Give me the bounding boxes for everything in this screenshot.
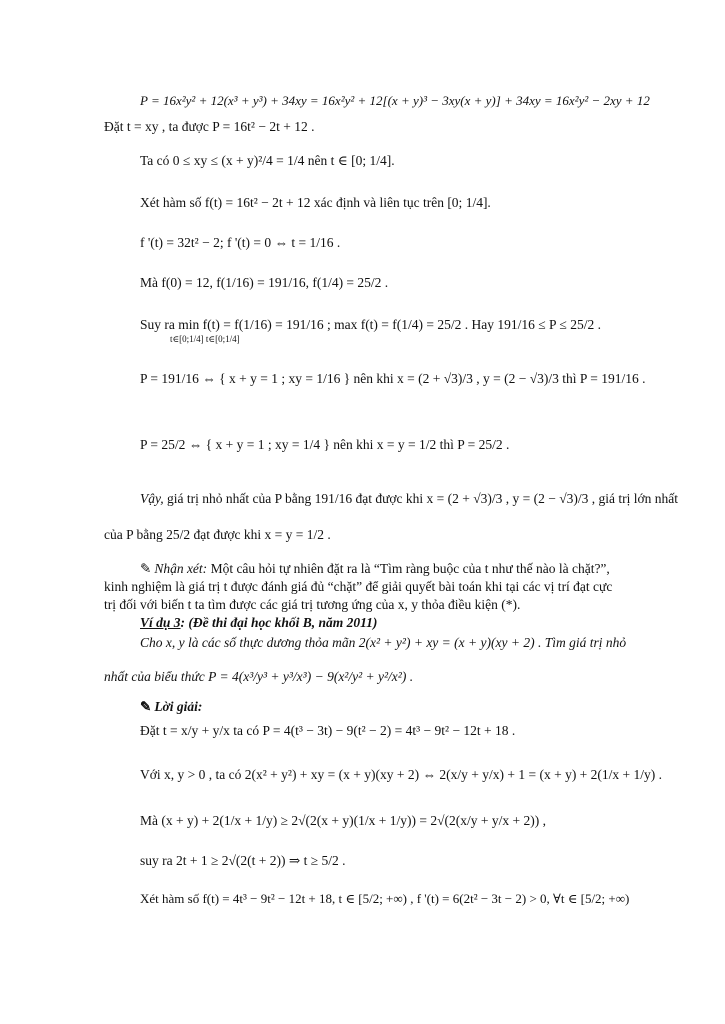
- remark-label: Nhận xét:: [154, 561, 208, 576]
- problem-statement-line: Cho x, y là các số thực dương thỏa mãn 2(x² + y²) + xy = (x + y)(xy + 2) . Tìm giá trị nhỏ: [140, 635, 627, 650]
- function-values-line: Mà f(0) = 12, f(1/16) = 191/16, f(1/4) = 25/2 .: [140, 275, 389, 290]
- example-number: Ví dụ 3: [140, 615, 181, 630]
- max-case-line: P = 25/2 ⇔ { x + y = 1 ; xy = 1/4 } nên khi x = y = 1/2 thì P = 25/2 .: [140, 437, 510, 452]
- min-max-line: Suy ra min f(t) = f(1/16) = 191/16 ; max f(t) = f(1/4) = 25/2 . Hay 191/16 ≤ P ≤ 25/2 .: [140, 317, 601, 332]
- solution-substitution-line: Đặt t = x/y + y/x ta có P = 4(t³ − 3t) − 9(t² − 2) = 4t³ − 9t² − 12t + 18 .: [140, 723, 516, 738]
- conclusion-continued-line: của P bằng 25/2 đạt được khi x = y = 1/2 .: [104, 527, 331, 542]
- remark-text: Một câu hỏi tự nhiên đặt ra là “Tìm ràng buộc của t như thế nào là chặt?”,: [207, 561, 610, 576]
- condition-transform-line: Với x, y > 0 , ta có 2(x² + y²) + xy = (x + y)(xy + 2) ⇔ 2(x/y + y/x) + 1 = (x + y) + 2(1/x + 1/y) .: [140, 767, 663, 782]
- example-source: : (Đề thi đại học khối B, năm 2011): [180, 615, 378, 630]
- remark-line: [140, 560, 610, 578]
- derivative-line: f '(t) = 32t² − 2; f '(t) = 0 ⇔ t = 1/16 .: [140, 235, 341, 250]
- equation-p-expansion: P = 16x²y² + 12(x³ + y³) + 34xy = 16x²y² + 12[(x + y)³ − 3xy(x + y)] + 34xy = 16x²y² − 2xy + 12: [140, 93, 650, 108]
- conclusion-text: giá trị nhỏ nhất của P bằng 191/16 đạt được khi x = (2 + √3)/3 , y = (2 − √3)/3 , giá trị lớn nhất: [163, 491, 679, 506]
- solution-heading: [140, 698, 202, 716]
- min-max-subscripts: t∈[0;1/4] t∈[0;1/4]: [170, 334, 240, 344]
- bound-line: Ta có 0 ≤ xy ≤ (x + y)²/4 = 1/4 nên t ∈ [0; 1/4].: [140, 153, 395, 168]
- substitution-line: Đặt t = xy , ta được P = 16t² − 2t + 12 .: [104, 119, 315, 134]
- min-case-line: P = 191/16 ⇔ { x + y = 1 ; xy = 1/16 } nên khi x = (2 + √3)/3 , y = (2 − √3)/3 thì P = 191/16 .: [140, 371, 646, 386]
- function-definition-line: Xét hàm số f(t) = 16t² − 2t + 12 xác định và liên tục trên [0; 1/4].: [140, 195, 491, 210]
- problem-statement-continued: nhất của biểu thức P = 4(x³/y³ + y³/x³) − 9(x²/y² + y²/x²) .: [104, 669, 414, 684]
- conclusion-line: [140, 490, 678, 508]
- t-bound-line: suy ra 2t + 1 ≥ 2√(2(t + 2)) ⇒ t ≥ 5/2 .: [140, 853, 346, 868]
- remark-continued-line-2: trị đối với biến t ta tìm được các giá trị tương ứng của x, y thỏa điều kiện (*).: [104, 597, 521, 612]
- pencil-note-icon: ✎: [140, 699, 152, 714]
- remark-continued-line-1: kinh nghiệm là giá trị t được đánh giá đủ “chặt” để giải quyết bài toán khi tại các vị trí đạt cực: [104, 579, 613, 594]
- am-gm-line: Mà (x + y) + 2(1/x + 1/y) ≥ 2√(2(x + y)(1/x + 1/y)) = 2√(2(x/y + y/x + 2)) ,: [140, 813, 546, 828]
- pencil-note-icon: ✎: [140, 561, 152, 576]
- example-heading: [140, 614, 377, 632]
- function-study-line: Xét hàm số f(t) = 4t³ − 9t² − 12t + 18, t ∈ [5/2; +∞) , f '(t) = 6(2t² − 3t − 2) > 0, ∀t ∈ [5/2; +∞): [140, 891, 630, 906]
- conclusion-label: Vậy,: [140, 491, 164, 506]
- solution-label: Lời giải:: [154, 699, 203, 714]
